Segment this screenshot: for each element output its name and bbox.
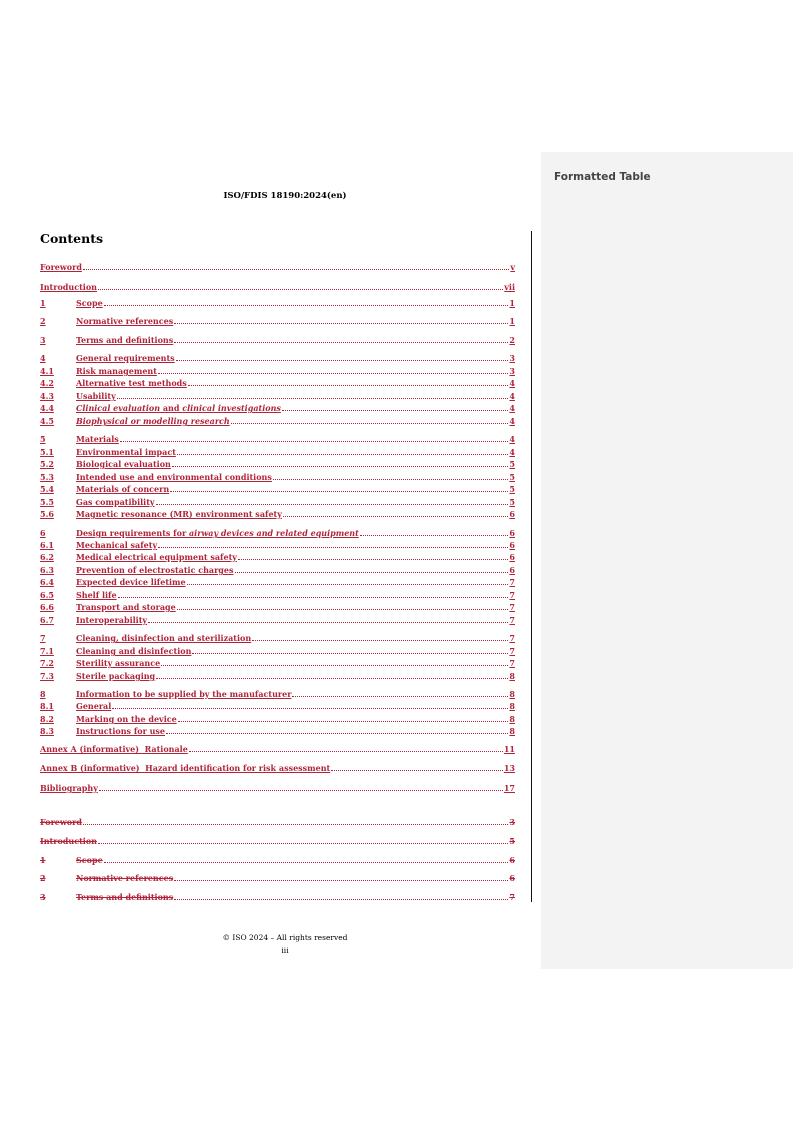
toc-entry-page: 5	[509, 497, 515, 507]
document-header: ISO/FDIS 18190:2024(en)	[223, 191, 347, 201]
toc-entry-title	[76, 416, 230, 426]
toc-entry[interactable]	[40, 333, 515, 345]
toc-entry-page: 3	[509, 817, 515, 827]
toc-entry-title	[76, 552, 237, 562]
toc-entry-title-text: Cleaning, disinfection and sterilization	[76, 633, 252, 643]
toc-entry-title-text: Environmental impact	[76, 447, 176, 457]
toc-entry-title	[76, 658, 160, 668]
toc-entry-number: 4.4	[40, 403, 54, 413]
toc-dot-leader	[148, 621, 508, 623]
toc-entry[interactable]	[40, 742, 515, 754]
toc-entry-page: 1	[509, 316, 515, 326]
toc-entry-number: 5.1	[40, 447, 54, 457]
toc-dot-leader	[360, 534, 509, 536]
toc-entry-title	[76, 434, 119, 444]
toc-entry-number: 4.1	[40, 366, 54, 376]
toc-entry[interactable]	[40, 457, 515, 469]
toc-entry-title	[76, 689, 291, 699]
toc-entry-title-text: Bibliography	[40, 783, 98, 793]
toc-entry-title-text: Introduction	[40, 282, 97, 292]
toc-entry-title-text: and	[160, 403, 183, 413]
toc-entry-number: 2	[40, 873, 46, 883]
toc-entry-number: 3	[40, 335, 46, 345]
toc-entry[interactable]	[40, 401, 515, 413]
toc-entry-page: 6	[509, 855, 515, 865]
toc-dot-leader	[283, 515, 509, 517]
toc-entry-title-text: Biological evaluation	[76, 459, 171, 469]
toc-entry-number: 6.1	[40, 540, 54, 550]
toc-entry-page: 6	[509, 528, 515, 538]
toc-entry-page: 6	[509, 552, 515, 562]
toc-entry-deleted[interactable]	[40, 853, 515, 865]
toc-entry-title	[76, 602, 176, 612]
toc-entry[interactable]	[40, 280, 515, 292]
toc-entry-number: 7.1	[40, 646, 54, 656]
toc-entry-title-text: Terms and definitions	[76, 335, 174, 345]
toc-dot-leader	[99, 789, 503, 791]
toc-entry-title-text: Interoperability	[76, 615, 148, 625]
toc-entry-page: 17	[503, 783, 515, 793]
toc-dot-leader	[178, 720, 509, 722]
footer-page-number: iii	[281, 946, 289, 955]
toc-entry-page: 5	[509, 459, 515, 469]
toc-entry-title-text: Intended use and environmental conditions	[76, 472, 272, 482]
toc-entry-title	[40, 262, 82, 272]
toc-entry-title	[76, 459, 171, 469]
toc-entry-title-text: Foreword	[40, 262, 82, 272]
toc-entry-title-text: Sterility assurance	[76, 658, 161, 668]
toc-entry-title	[40, 763, 330, 773]
toc-entry-title	[76, 509, 282, 519]
toc-entry-title	[76, 701, 111, 711]
toc-entry-title-text: Magnetic resonance (MR) environment safety	[76, 509, 282, 519]
toc-entry[interactable]	[40, 432, 515, 444]
toc-entry[interactable]	[40, 482, 515, 494]
toc-entry-page: vii	[504, 282, 515, 292]
toc-dot-leader	[83, 268, 509, 270]
toc-entry-title-italic: Clinical evaluation	[76, 403, 161, 413]
toc-dot-leader	[252, 639, 508, 641]
toc-entry[interactable]	[40, 260, 515, 272]
toc-entry-title	[40, 744, 188, 754]
toc-entry[interactable]	[40, 376, 515, 388]
toc-entry-title-text: General	[76, 701, 112, 711]
toc-entry-page: 7	[509, 577, 515, 587]
toc-entry-page: 7	[509, 658, 515, 668]
toc-entry-number: 7.2	[40, 658, 54, 668]
toc-dot-leader	[174, 322, 508, 324]
toc-entry-title	[76, 528, 359, 538]
toc-entry-title-text: Design requirements for	[76, 528, 189, 538]
toc-entry-number: 6	[40, 528, 46, 538]
toc-entry-page: 4	[509, 403, 515, 413]
toc-entry-title	[76, 577, 186, 587]
change-bar	[531, 231, 532, 902]
toc-entry-page: 8	[509, 726, 515, 736]
footer-copyright: © ISO 2024 – All rights reserved	[222, 933, 348, 942]
toc-entry-title-text: Normative references	[76, 316, 174, 326]
toc-entry-number: 6.6	[40, 602, 54, 612]
toc-entry[interactable]	[40, 389, 515, 401]
toc-entry-title-text: Cleaning and disinfection	[76, 646, 192, 656]
toc-dot-leader	[120, 440, 509, 442]
toc-dot-leader	[156, 503, 509, 505]
toc-entry-number: 4.3	[40, 391, 54, 401]
toc-entry-title-text: Shelf life	[76, 590, 117, 600]
toc-entry-number: 4.5	[40, 416, 54, 426]
comment-pane	[541, 152, 793, 969]
toc-entry[interactable]	[40, 538, 515, 550]
toc-entry-page: 4	[509, 434, 515, 444]
toc-dot-leader	[117, 397, 509, 399]
toc-entry-title	[76, 298, 103, 308]
toc-entry-title	[76, 447, 176, 457]
toc-entry-page: 6	[509, 565, 515, 575]
toc-dot-leader	[188, 384, 509, 386]
toc-dot-leader	[174, 879, 508, 881]
toc-entry-page: 8	[509, 714, 515, 724]
toc-entry-title	[76, 892, 173, 902]
toc-entry-number: 4.2	[40, 378, 54, 388]
toc-entry-title	[76, 646, 191, 656]
toc-entry-page: 7	[509, 892, 515, 902]
toc-entry-number: 6.7	[40, 615, 54, 625]
toc-dot-leader	[331, 769, 503, 771]
toc-entry-number: 5.4	[40, 484, 54, 494]
toc-entry-number: 5.5	[40, 497, 54, 507]
toc-entry-title	[40, 783, 98, 793]
toc-entry[interactable]	[40, 550, 515, 562]
toc-entry-title-text: Sterile packaging	[76, 671, 156, 681]
toc-entry-title-text: Terms and definitions	[76, 892, 174, 902]
toc-entry[interactable]	[40, 669, 515, 681]
toc-entry-page: 7	[509, 633, 515, 643]
toc-entry-page: 2	[509, 335, 515, 345]
toc-entry-title-text: Annex B (informative) Hazard identification for risk assessment	[40, 763, 331, 773]
toc-entry[interactable]	[40, 712, 515, 724]
toc-entry-title	[76, 671, 155, 681]
toc-entry-number: 5.3	[40, 472, 54, 482]
toc-entry-page: 3	[509, 366, 515, 376]
toc-entry[interactable]	[40, 656, 515, 668]
toc-entry-page: 1	[509, 298, 515, 308]
toc-dot-leader	[166, 732, 508, 734]
toc-entry-title-text: Alternative test methods	[76, 378, 187, 388]
toc-entry-title	[76, 633, 251, 643]
toc-entry-page: 6	[509, 509, 515, 519]
toc-entry[interactable]	[40, 296, 515, 308]
toc-dot-leader	[235, 571, 509, 573]
toc-entry-number: 1	[40, 855, 46, 865]
toc-entry-number: 8.3	[40, 726, 54, 736]
toc-entry-deleted[interactable]	[40, 834, 515, 846]
toc-entry-number: 5.2	[40, 459, 54, 469]
toc-entry-title-text: Foreword	[40, 817, 82, 827]
toc-dot-leader	[292, 695, 508, 697]
toc-entry-title-text: Expected device lifetime	[76, 577, 186, 587]
toc-dot-leader	[174, 898, 508, 900]
toc-entry-title-text: General requirements	[76, 353, 175, 363]
toc-entry-title	[40, 817, 82, 827]
toc-entry-page: 3	[509, 353, 515, 363]
toc-entry-number: 5	[40, 434, 46, 444]
toc-entry-number: 1	[40, 298, 46, 308]
toc-entry[interactable]	[40, 687, 515, 699]
toc-entry-page: 4	[509, 416, 515, 426]
toc-dot-leader	[172, 465, 509, 467]
toc-entry[interactable]	[40, 414, 515, 426]
toc-entry-title	[76, 403, 281, 413]
toc-entry-page: 8	[509, 671, 515, 681]
toc-entry-title-italic: Biophysical or modelling research	[76, 416, 230, 426]
toc-entry[interactable]	[40, 495, 515, 507]
toc-entry-title	[76, 590, 117, 600]
toc-entry-number: 6.5	[40, 590, 54, 600]
toc-entry[interactable]	[40, 470, 515, 482]
toc-entry-title-text: Usability	[76, 391, 116, 401]
toc-entry-number: 8.1	[40, 701, 54, 711]
toc-entry-title	[76, 855, 103, 865]
toc-dot-leader	[187, 583, 509, 585]
toc-entry-number: 8.2	[40, 714, 54, 724]
toc-dot-leader	[177, 453, 509, 455]
toc-entry-page: 5	[509, 484, 515, 494]
toc-entry-title-text: Annex A (informative) Rationale	[40, 744, 188, 754]
toc-entry-page: 4	[509, 391, 515, 401]
toc-entry-title	[76, 726, 165, 736]
toc-entry-title	[40, 282, 97, 292]
toc-entry-page: 7	[509, 602, 515, 612]
toc-entry-title	[76, 540, 157, 550]
toc-entry[interactable]	[40, 526, 515, 538]
toc-entry-number: 6.4	[40, 577, 54, 587]
toc-entry-title-text: Materials of concern	[76, 484, 170, 494]
toc-entry-title	[76, 484, 169, 494]
toc-entry-page: 11	[503, 744, 515, 754]
toc-entry-page: v	[510, 262, 515, 272]
toc-entry-number: 8	[40, 689, 46, 699]
toc-entry-page: 7	[509, 646, 515, 656]
toc-entry-title	[76, 378, 187, 388]
toc-dot-leader	[170, 490, 508, 492]
toc-dot-leader	[161, 664, 508, 666]
toc-entry-page: 6	[509, 873, 515, 883]
toc-entry-number: 6.3	[40, 565, 54, 575]
contents-title: Contents	[40, 231, 104, 246]
toc-entry-deleted[interactable]	[40, 815, 515, 827]
toc-dot-leader	[156, 677, 508, 679]
toc-entry-page: 5	[509, 472, 515, 482]
toc-entry-title	[76, 873, 173, 883]
toc-entry-title-text: Normative references	[76, 873, 174, 883]
toc-entry-number: 2	[40, 316, 46, 326]
toc-entry[interactable]	[40, 588, 515, 600]
toc-entry-title	[76, 497, 155, 507]
toc-entry-title-text: Risk management	[76, 366, 157, 376]
toc-entry-title	[76, 615, 147, 625]
toc-entry-title	[76, 565, 234, 575]
toc-entry-page: 13	[503, 763, 515, 773]
toc-entry-number: 3	[40, 892, 46, 902]
toc-entry[interactable]	[40, 781, 515, 793]
toc-entry-title-text: Gas compatibility	[76, 497, 155, 507]
toc-dot-leader	[231, 422, 509, 424]
toc-entry-deleted[interactable]	[40, 890, 515, 902]
toc-entry[interactable]	[40, 507, 515, 519]
toc-entry-number: 6.2	[40, 552, 54, 562]
toc-entry-page: 6	[509, 540, 515, 550]
toc-entry-title	[76, 316, 173, 326]
toc-entry-page: 8	[509, 689, 515, 699]
toc-entry-title-text: Scope	[76, 298, 103, 308]
toc-entry-title-text: Transport and storage	[76, 602, 176, 612]
toc-entry[interactable]	[40, 631, 515, 643]
toc-entry-title	[76, 391, 116, 401]
toc-entry[interactable]	[40, 644, 515, 656]
toc-entry-title-italic: airway devices and related equipment	[188, 528, 359, 538]
toc-entry-title	[76, 366, 157, 376]
toc-entry[interactable]	[40, 351, 515, 363]
toc-dot-leader	[174, 341, 508, 343]
toc-entry[interactable]	[40, 314, 515, 326]
toc-entry[interactable]	[40, 724, 515, 736]
toc-entry-title-text: Medical electrical equipment safety	[76, 552, 237, 562]
toc-entry-page: 8	[509, 701, 515, 711]
toc-entry-number: 7	[40, 633, 46, 643]
toc-entry-title-text: Marking on the device	[76, 714, 177, 724]
toc-dot-leader	[83, 823, 509, 825]
toc-entry[interactable]	[40, 613, 515, 625]
toc-dot-leader	[98, 288, 503, 290]
toc-entry-number: 4	[40, 353, 46, 363]
toc-dot-leader	[104, 861, 509, 863]
toc-dot-leader	[189, 750, 503, 752]
toc-entry-title-italic: clinical investigations	[182, 403, 281, 413]
toc-dot-leader	[176, 359, 509, 361]
toc-entry-title	[76, 353, 175, 363]
toc-entry[interactable]	[40, 761, 515, 773]
toc-entry[interactable]	[40, 563, 515, 575]
toc-entry-page: 4	[509, 378, 515, 388]
toc-dot-leader	[98, 842, 508, 844]
toc-entry-title-text: Introduction	[40, 836, 97, 846]
toc-dot-leader	[158, 372, 509, 374]
toc-entry-number: 5.6	[40, 509, 54, 519]
toc-entry-page: 5	[509, 836, 515, 846]
toc-entry-title-text: Information to be supplied by the manufacturer	[76, 689, 292, 699]
toc-entry-title-text: Mechanical safety	[76, 540, 158, 550]
toc-entry-title	[76, 335, 173, 345]
toc-entry-title-text: Materials	[76, 434, 119, 444]
toc-entry-title	[40, 836, 97, 846]
toc-entry-title-text: Scope	[76, 855, 103, 865]
toc-entry-page: 4	[509, 447, 515, 457]
toc-entry-number: 7.3	[40, 671, 54, 681]
toc-dot-leader	[104, 304, 509, 306]
toc-entry-title-text: Prevention of electrostatic charges	[76, 565, 234, 575]
comment-pane-title: Formatted Table	[554, 171, 651, 183]
toc-entry[interactable]	[40, 445, 515, 457]
toc-entry-page: 7	[509, 590, 515, 600]
toc-entry-title	[76, 714, 177, 724]
toc-dot-leader	[282, 409, 509, 411]
toc-dot-leader	[112, 707, 508, 709]
toc-dot-leader	[177, 608, 509, 610]
toc-dot-leader	[238, 558, 509, 560]
toc-entry[interactable]	[40, 600, 515, 612]
toc-dot-leader	[192, 652, 508, 654]
toc-entry-title-text: Instructions for use	[76, 726, 166, 736]
toc-entry-deleted[interactable]	[40, 871, 515, 883]
toc-entry[interactable]	[40, 364, 515, 376]
toc-entry[interactable]	[40, 699, 515, 711]
toc-dot-leader	[273, 478, 509, 480]
toc-dot-leader	[158, 546, 508, 548]
toc-entry-title	[76, 472, 272, 482]
toc-entry-page: 7	[509, 615, 515, 625]
toc-entry[interactable]	[40, 575, 515, 587]
toc-dot-leader	[118, 596, 509, 598]
